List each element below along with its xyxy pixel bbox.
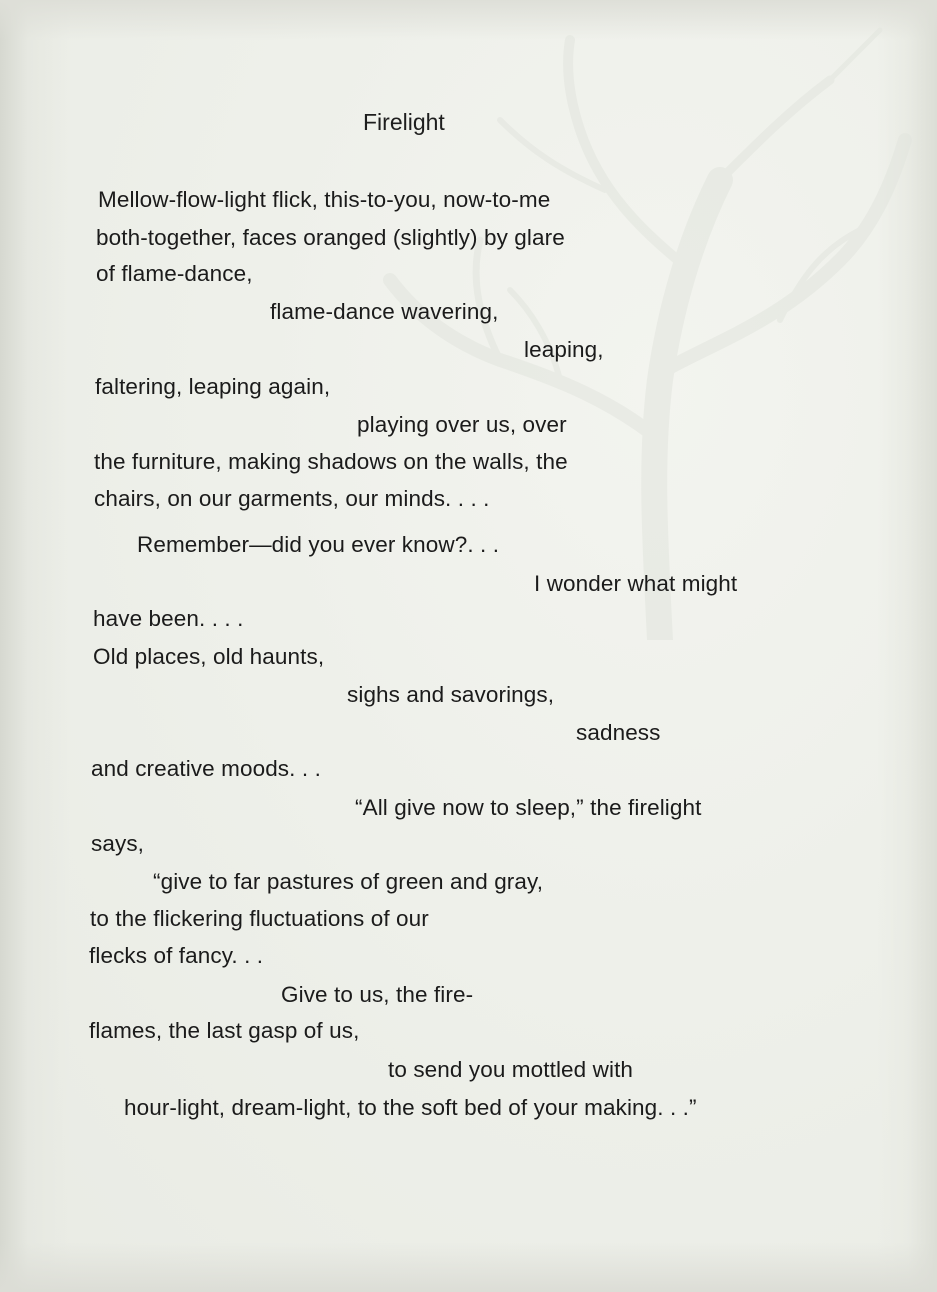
poem-line: flames, the last gasp of us, [89, 1018, 360, 1043]
poem-line: sighs and savorings, [347, 682, 555, 707]
poem-line: Old places, old haunts, [93, 644, 325, 669]
poem-title: Firelight [363, 109, 445, 135]
poem-line: have been. . . . [93, 606, 244, 631]
poem-line: “give to far pastures of green and gray, [153, 869, 544, 894]
poem-line: playing over us, over [357, 412, 567, 437]
page-shadow-left [0, 0, 70, 1292]
page-shadow-bottom [0, 1242, 937, 1292]
poem-line: hour-light, dream-light, to the soft bed of your making. . .” [124, 1095, 697, 1120]
poem-line: of flame-dance, [96, 261, 253, 286]
poem-line: “All give now to sleep,” the firelight [355, 795, 702, 820]
poem-line: the furniture, making shadows on the walls, the [94, 449, 568, 474]
poem-line: Remember—did you ever know?. . . [137, 532, 500, 557]
poem-line: and creative moods. . . [91, 756, 321, 781]
poem-line: flecks of fancy. . . [89, 943, 264, 968]
poem-line: leaping, [524, 337, 604, 362]
poem-line: Give to us, the fire- [281, 982, 474, 1007]
poem-line: Mellow-flow-light flick, this-to-you, now-to-me [98, 187, 551, 212]
poem-line: says, [91, 831, 145, 856]
poem-line: to the flickering fluctuations of our [90, 906, 429, 931]
poem-line: to send you mottled with [388, 1057, 634, 1082]
poem-line: I wonder what might [534, 571, 738, 596]
poem-line: chairs, on our garments, our minds. . . . [94, 486, 490, 511]
poem-line: sadness [576, 720, 661, 745]
poem-line: flame-dance wavering, [270, 299, 499, 324]
poem-line: faltering, leaping again, [95, 374, 331, 399]
poem-line: both-together, faces oranged (slightly) by glare [96, 225, 565, 250]
